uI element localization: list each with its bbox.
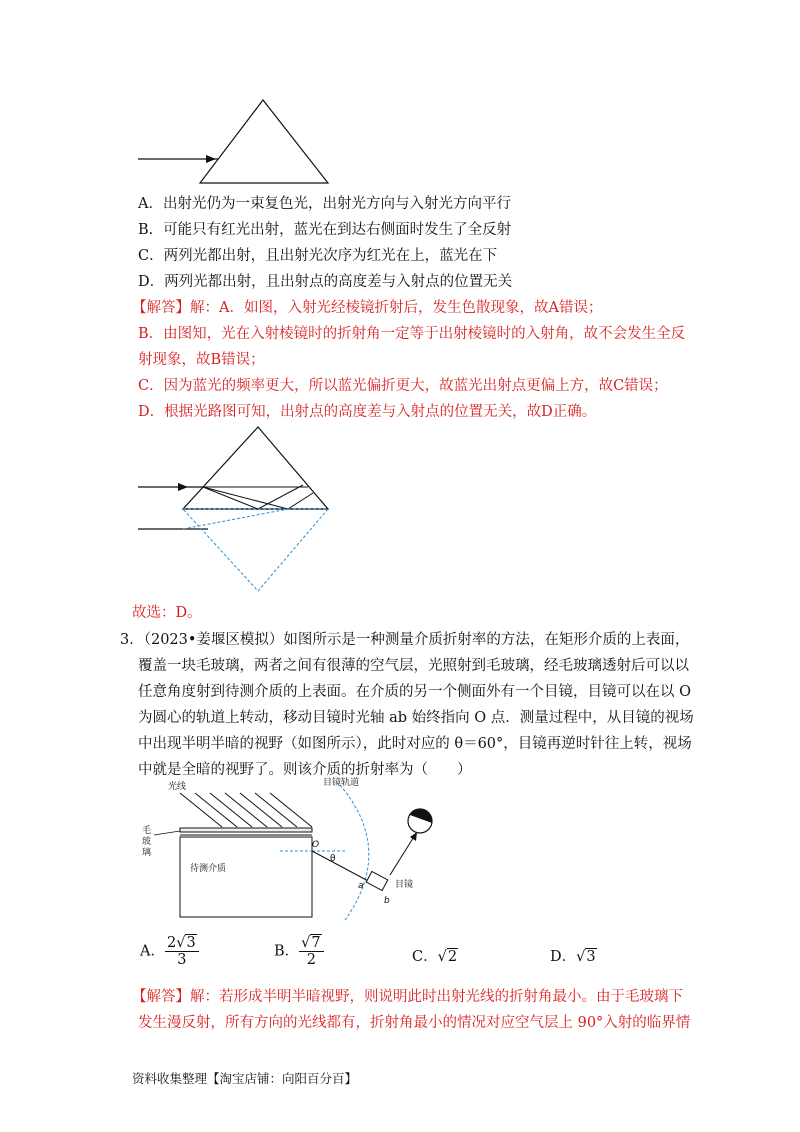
reflected-2	[288, 493, 313, 509]
prism-triangle-2	[183, 427, 328, 509]
option-b-fraction	[299, 935, 323, 968]
answer-tag: 【解答】	[132, 300, 190, 316]
q2-option-a: A．出射光仍为一束复色光，出射光方向与入射光方向平行	[138, 196, 511, 212]
q2-answer-line4: C．因为蓝光的频率更大，所以蓝光偏折更大，故蓝光出射点更偏上方，故C错误；	[138, 378, 668, 394]
q2-option-b: B．可能只有红光出射，蓝光在到达右侧面时发生了全反射	[138, 222, 512, 238]
eyepiece-label: 目镜	[395, 880, 414, 890]
mirror-image-triangle	[183, 509, 328, 591]
q3-option-c	[412, 945, 458, 966]
prism-lightpath-figure	[138, 425, 348, 605]
frosted-label-3: 璃	[142, 848, 152, 858]
o-label: O	[312, 840, 320, 850]
coef: 2	[166, 935, 177, 951]
view-arrow	[390, 835, 415, 875]
option-d-prefix: D．	[550, 949, 577, 965]
track-label: 目镜轨道	[323, 778, 360, 788]
measurement-figure	[140, 775, 460, 925]
sqrt-sign: √3	[576, 949, 596, 965]
ray-arrowhead	[206, 155, 216, 163]
ray-arrowhead-2	[178, 483, 188, 491]
sqrt-sign: √7	[301, 935, 321, 951]
light-rays	[180, 793, 312, 827]
q3-stem-6: 中就是全暗的视野了。则该介质的折射率为（ ）	[138, 762, 472, 778]
b-label: b	[384, 896, 390, 906]
light-label: 光线	[168, 782, 187, 792]
medium-block	[180, 837, 312, 917]
q2-option-c: C．两列光都出射，且出射光次序为红光在上，蓝光在下	[138, 248, 498, 264]
q2-answer-line1	[132, 298, 602, 318]
page-footer: 资料收集整理【淘宝店铺：向阳百分百】	[132, 1071, 358, 1086]
q3-answer-line2: 发生漫反射，所有方向的光线都有，折射角最小的情况对应空气层上 90°入射的临界情	[138, 1015, 691, 1031]
q3-stem-1: 3．（2023•姜堰区模拟）如图所示是一种测量介质折射率的方法，在矩形介质的上表面，	[120, 632, 690, 648]
frosted-glass	[180, 828, 312, 832]
option-b-denominator: 2	[306, 952, 317, 968]
medium-label: 待测介质	[190, 864, 227, 874]
frosted-label-2: 玻	[142, 837, 152, 847]
theta-label: θ	[330, 854, 336, 864]
option-c-prefix: C．	[412, 949, 438, 965]
q3-stem-5: 中出现半明半暗的视野（如图所示），此时对应的 θ＝60°，目镜再逆时针往上转，视场	[138, 736, 692, 752]
q3-stem-4: 为圆心的轨道上转动，移动目镜时光轴 ab 始终指向 O 点．测量过程中，从目镜的视场	[138, 710, 694, 726]
red-path-2	[203, 487, 288, 509]
radicand: 3	[186, 935, 196, 951]
q2-choice: 故选：D。	[132, 605, 202, 621]
answer-text: 解：A．如图，入射光经棱镜折射后，发生色散现象，故A错误；	[190, 300, 603, 316]
radicand: 3	[586, 949, 596, 965]
option-a-numerator	[165, 935, 199, 952]
q2-answer-line5: D．根据光路图可知，出射点的高度差与入射点的位置无关，故D正确。	[138, 404, 597, 420]
answer-tag: 【解答】	[132, 989, 190, 1005]
q3-stem-2: 覆盖一块毛玻璃，两者之间有很薄的空气层，光照射到毛玻璃，经毛玻璃透射后可以以	[138, 658, 689, 674]
blue-path-1	[203, 487, 258, 509]
option-a-fraction	[165, 935, 199, 968]
radicand: 7	[311, 935, 321, 951]
a-label: a	[358, 881, 364, 891]
option-b-prefix: B．	[274, 943, 300, 960]
q3-option-b	[274, 935, 324, 968]
q2-option-d: D．两列光都出射，且出射点的高度差与入射点的位置无关	[138, 274, 513, 290]
option-b-numerator	[299, 935, 323, 952]
track-arc	[340, 785, 369, 920]
q3-option-d	[550, 945, 597, 966]
prism-triangle	[200, 100, 328, 183]
radicand: 2	[447, 949, 458, 965]
sqrt-sign: √3	[176, 935, 196, 951]
frosted-label-1: 毛	[142, 826, 152, 836]
option-a-prefix: A．	[140, 943, 165, 960]
option-a-denominator: 3	[177, 952, 187, 968]
answer-text: 解：若形成半明半暗视野，则说明此时出射光线的折射角最小。由于毛玻璃下	[190, 989, 683, 1005]
sqrt-sign: √2	[437, 949, 458, 965]
optical-axis	[312, 851, 372, 883]
q3-answer-line1	[132, 987, 683, 1007]
q2-answer-line3: 射现象，故B错误；	[138, 352, 265, 368]
q2-answer-line2: B．由图知，光在入射棱镜时的折射角一定等于出射棱镜时的入射角，故不会发生全反	[138, 326, 686, 342]
reflected-1	[258, 485, 303, 509]
q3-stem-3: 任意角度射到待测介质的上表面。在介质的另一个侧面外有一个目镜，目镜可以在以 O	[138, 684, 691, 700]
q3-option-a	[140, 935, 199, 968]
prism-figure	[138, 95, 338, 190]
eyepiece-body	[366, 871, 388, 890]
